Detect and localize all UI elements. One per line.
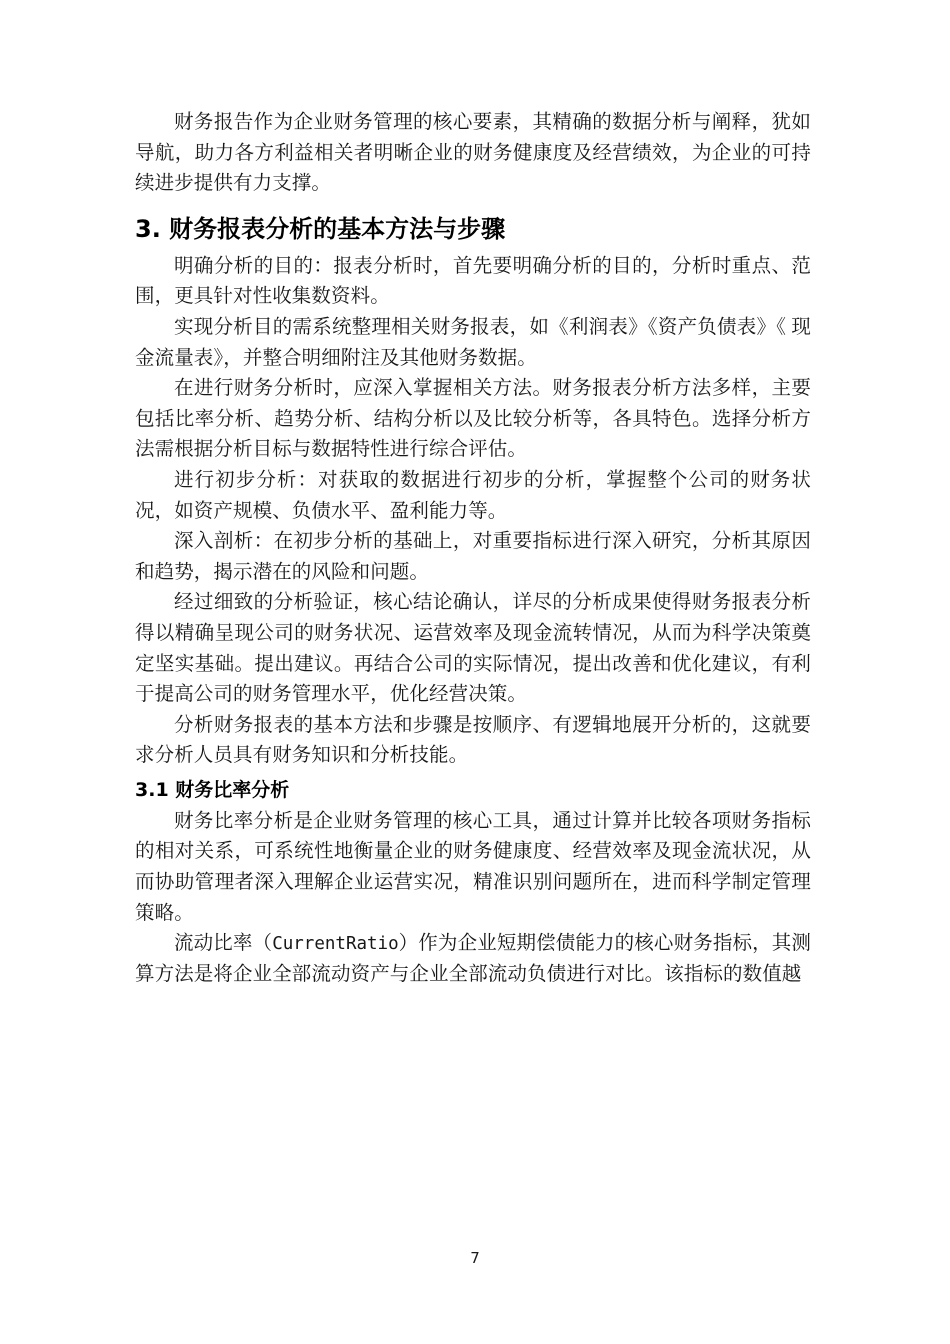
current-ratio-term: CurrentRatio bbox=[272, 934, 399, 955]
page-number: 7 bbox=[470, 1249, 480, 1267]
paragraph-statement-collection: 实现分析目的需系统整理相关财务报表，如《利润表》《资产负债表》《 现金流量表》，并整合明细附注及其他财务数据。 bbox=[135, 316, 811, 369]
paragraph-logical-sequence: 分析财务报表的基本方法和步骤是按顺序、有逻辑地展开分析的，这就要求分析人员具有财务知识和分析技能。 bbox=[135, 714, 811, 767]
paragraph-verification-and-advice: 经过细致的分析验证，核心结论确认，详尽的分析成果使得财务报表分析得以精确呈现公司的财务状况、运营效率及现金流转情况，从而为科学决策奠定坚实基础。提出建议。再结合公司的实际情况，提出改善和优化建议，有利于提高公司的财务管理水平，优化经营决策。 bbox=[135, 592, 811, 706]
paragraph-analysis-purpose: 明确分析的目的：报表分析时，首先要明确分析的目的，分析时重点、范 围，更具针对性收集数资料。 bbox=[135, 255, 811, 308]
paragraph-intro: 财务报告作为企业财务管理的核心要素，其精确的数据分析与阐释，犹如导航，助力各方利益相关者明晰企业的财务健康度及经营绩效，为企业的可持续进步提供有力支撑。 bbox=[135, 112, 811, 195]
paragraph-preliminary-analysis: 进行初步分析：对获取的数据进行初步的分析，掌握整个公司的财务状况，如资产规模、负债水平、盈利能力等。 bbox=[135, 469, 811, 522]
paragraph-analysis-methods: 在进行财务分析时，应深入掌握相关方法。财务报表分析方法多样，主要包括比率分析、趋势分析、结构分析以及比较分析等，各具特色。选择分析方法需根据分析目标与数据特性进行综合评估。 bbox=[135, 378, 811, 461]
section-heading-3: 3. 财务报表分析的基本方法与步骤 bbox=[135, 214, 506, 243]
page-content-column bbox=[135, 108, 811, 990]
paragraph-financial-ratio-intro: 财务比率分析是企业财务管理的核心工具，通过计算并比较各项财务指标的相对关系，可系统性地衡量企业的财务健康度、经营效率及现金流状况，从而协助管理者深入理解企业运营实况，精准识别问题所在，进而科学制定管理策略。 bbox=[135, 810, 811, 924]
section-heading-3-1: 3.1 财务比率分析 bbox=[135, 778, 290, 801]
current-ratio-lead-text: 流动比率（ bbox=[174, 933, 273, 955]
current-ratio-tail-text: ）作为企业短期偿债能力的核心财务指标，其测 算方法是将企业全部流动资产与企业全部流动负债进行对比。该指标的数值越 bbox=[135, 933, 811, 985]
paragraph-deep-analysis: 深入剖析：在初步分析的基础上，对重要指标进行深入研究，分析其原因和趋势，揭示潜在的风险和问题。 bbox=[135, 531, 811, 583]
paragraph-current-ratio bbox=[135, 929, 811, 990]
